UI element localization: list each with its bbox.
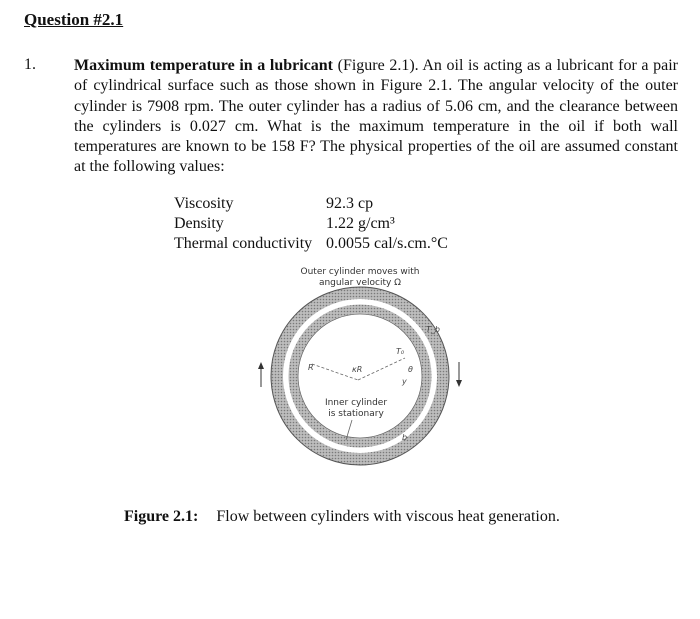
problem-title: Maximum temperature in a lubricant [74,57,333,74]
problem-number: 1. [24,56,36,73]
symbol-b: b [402,433,408,442]
property-value: 1.22 g/cm³ [326,215,395,232]
outer-cylinder-label-1: Outer cylinder moves with [300,267,420,277]
cylinders-diagram [250,262,470,467]
outer-cylinder-label-2: angular velocity Ω [318,278,402,288]
property-name: Thermal conductivity [174,235,313,252]
inner-cylinder-face [298,314,422,438]
property-value: 92.3 cp [326,195,374,212]
symbol-y: y [402,377,407,386]
property-name: Density [174,215,224,232]
figure-caption [124,508,560,526]
property-row [174,234,448,254]
property-row [174,194,448,214]
properties-table [174,194,448,254]
figure-caption-label: Figure 2.1: [124,508,199,525]
symbol-R: R [308,363,314,372]
inner-cylinder-label-2: is stationary [328,409,384,419]
symbol-kappaR: κR [352,365,363,374]
property-value: 0.0055 cal/s.cm.°C [326,235,448,252]
left-rotation-arrow-icon [258,362,264,369]
symbol-T0: T₀ [396,347,405,356]
question-heading: Question #2.1 [24,10,124,29]
property-name: Viscosity [174,195,234,212]
symbol-Tb: T_b [426,325,440,334]
inner-cylinder-label-1: Inner cylinder [324,398,388,408]
symbol-theta: θ [408,365,413,374]
problem-statement [74,56,678,178]
property-row [174,214,448,234]
problem-text: (Figure 2.1). An oil is acting as a lubricant for a pair of cylindrical surface such as those shown in Figure 2.1. The angular velocity of the outer cylinder is 7908 rpm. The outer cylinder has a radius of 5.06 cm, and the clearance between the cylinders is 0.027 cm. What is the maximum temperature in the oil if both wall temperatures are known to be 158 F? The physical properties of the oil are assumed constant at the following values: [74,57,678,176]
figure-caption-text: Flow between cylinders with viscous heat generation. [216,508,560,525]
right-rotation-arrow-icon [456,380,462,387]
